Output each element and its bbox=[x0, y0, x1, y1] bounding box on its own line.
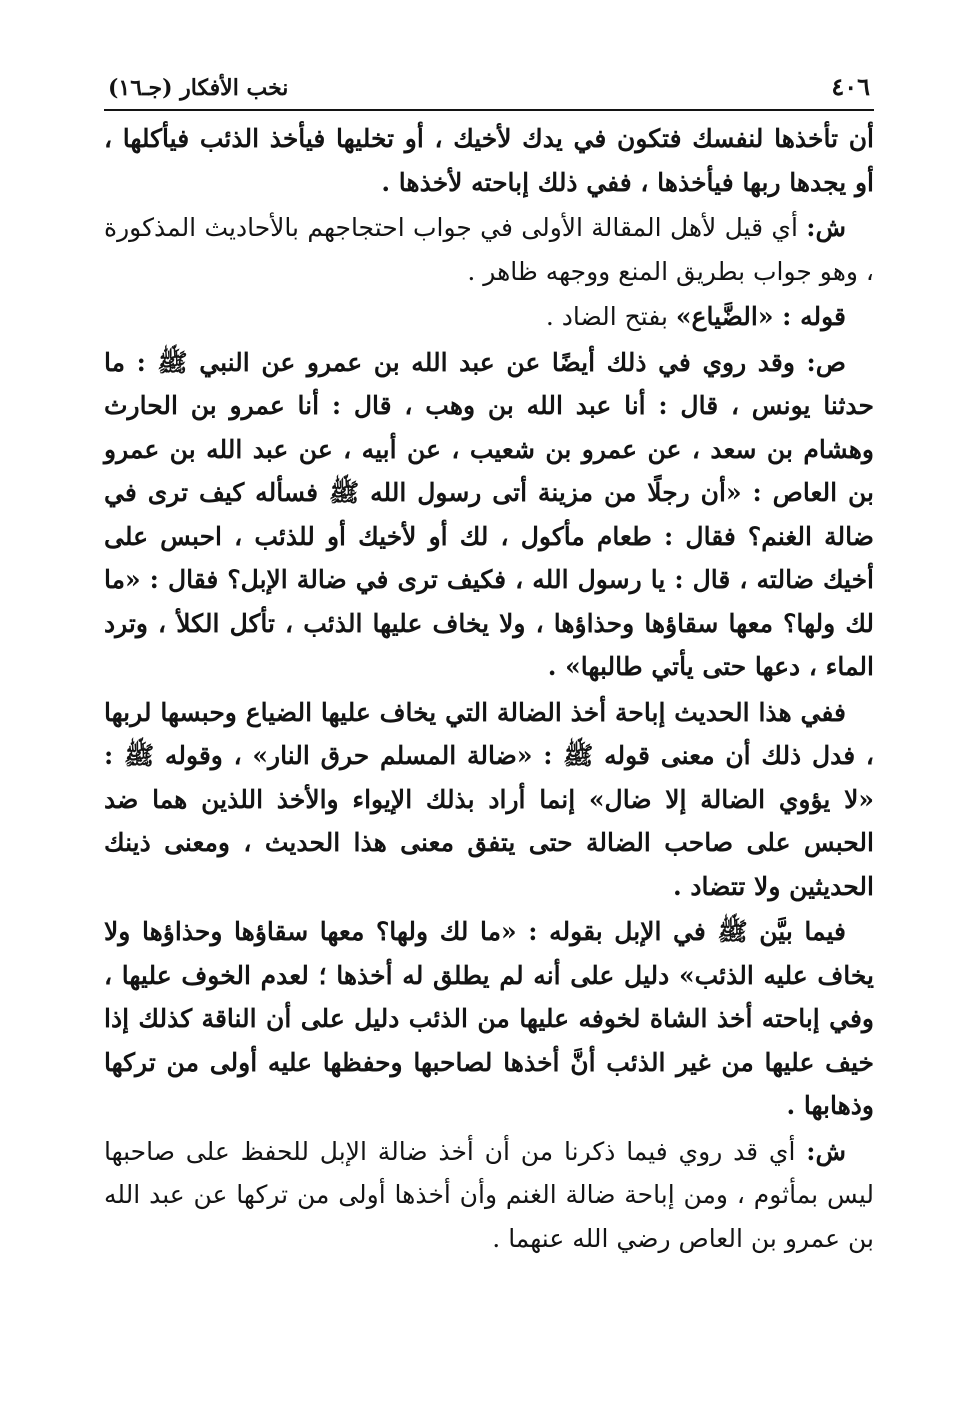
paragraph-text: وقد روي في ذلك أيضًا عن عبد الله بن عمرو عن النبي ﷺ : ما حدثنا يونس ، قال : أنا عبد الله بن وهب ، قال : أنا عمرو بن الحارث وهشام بن سعد ، عن عمرو بن شعيب ، عن أبيه ، عن عبد الله بن عمرو بن العاص : «أن رجلًا من مزينة أتى رسول الله ﷺ فسأله كيف ترى في ضالة الغنم؟ فقال : طعام مأكول ، لك أو لأخيك أو للذئب ، احبس على أخيك ضالته ، قال : يا رسول الله ، فكيف ترى في ضالة الإبل؟ فقال : «ما لك ولها؟ معها سقاؤها وحذاؤها ، ولا يخاف عليها الذئب ، تأكل الكلأ ، وترد الماء ، دعها حتى يأتي طالبها» . bbox=[104, 347, 874, 681]
paragraph-text: ففي هذا الحديث إباحة أخذ الضالة التي يخاف عليها الضياع وحبسها لربها ، فدل ذلك أن معنى قوله ﷺ : «ضالة المسلم حرق النار» ، وقوله ﷺ : «لا يؤوي الضالة إلا ضال» إنما أراد بذلك الإيواء والأخذ اللذين هما ضد الحبس على صاحب الضالة حتى يتفق معنى هذا الحديث ، ومعنى ذينك الحديثين ولا تتضاد . bbox=[104, 697, 874, 901]
paragraph-text: بفتح الضاد . bbox=[545, 302, 668, 331]
page-body bbox=[104, 117, 874, 1260]
paragraph-text: أن تأخذها لنفسك فتكون في يدك لأخيك ، أو تخليها فيأخذ الذئب فيأكلها ، أو يجدها ربها فيأخذها ، ففي ذلك إباحته لأخذها . bbox=[104, 124, 874, 197]
paragraph-text: أي قد روي فيما ذكرنا من أن أخذ ضالة الإبل للحفظ على صاحبها ليس بمأثوم ، ومن إباحة ضالة الغنم وأن أخذها أولى من تركها عن عبد الله بن عمرو بن العاص رضي الله عنهما . bbox=[104, 1136, 874, 1253]
paragraph-5 bbox=[104, 691, 874, 909]
paragraph-2 bbox=[104, 206, 874, 293]
book-title: نخب الأفكار (جـ١٦) bbox=[108, 75, 289, 101]
paragraph-7 bbox=[104, 1130, 874, 1261]
running-header bbox=[104, 72, 874, 111]
paragraph-marker: ص: bbox=[806, 347, 846, 377]
paragraph-text: فيما بيَّن ﷺ في الإبل بقوله : «ما لك ولها؟ معها سقاؤها وحذاؤها ولا يخاف عليه الذئب» دليل على أنه لم يطلق له أخذها ؛ لعدم الخوف عليها ، وفي إباحته أخذ الشاة لخوفه عليها من الذئب دليل على أن الناقة كذلك إذا خيف عليها من غير الذئب أنَّ أخذها لصاحبها وحفظها عليه أولى من تركها وذهابها . bbox=[104, 917, 874, 1120]
paragraph-marker: قوله : «الضَّياع» bbox=[675, 302, 846, 331]
paragraph-marker: ش: bbox=[806, 1136, 846, 1166]
paragraph-6 bbox=[104, 910, 874, 1128]
page-number: ٤٠٦ bbox=[831, 72, 870, 101]
paragraph-3 bbox=[104, 295, 874, 339]
paragraph-marker: ش: bbox=[806, 213, 846, 242]
paragraph-text: أي قيل لأهل المقالة الأولى في جواب احتجاجهم بالأحاديث المذكورة ، وهو جواب بطريق المنع ووجهه ظاهر . bbox=[104, 213, 874, 286]
book-page bbox=[104, 72, 874, 1260]
paragraph-1 bbox=[104, 117, 874, 204]
paragraph-4 bbox=[104, 341, 874, 689]
